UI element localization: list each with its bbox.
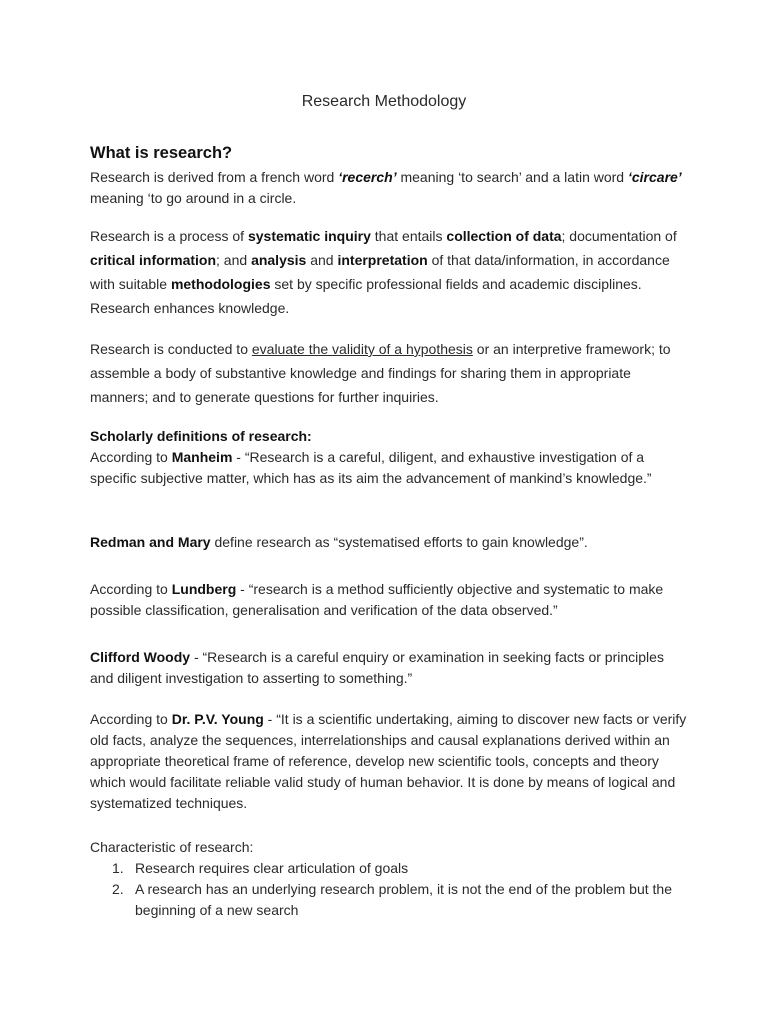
paragraph-definition: Research is a process of systematic inquiry that entails collection of data; documentation of critical information; and analysis and interpretation of that data/information, in accordance with suitable methodologies set by specific professional fields and academic disciplines. Research enhances knowledge. [90, 228, 677, 316]
underlined-phrase: evaluate the validity of a hypothesis [251, 341, 473, 357]
list-item: 2. A research has an underlying research problem, it is not the end of the problem but the beginning of a new search [112, 881, 672, 918]
characteristic-heading: Characteristic of research: [90, 839, 254, 855]
definition-manheim: According to Manheim - “Research is a careful, diligent, and exhaustive investigation of a specific subjective matter, which has as its aim the advancement of mankind’s knowledge.” [90, 449, 652, 486]
scholarly-definitions [90, 426, 690, 489]
scholarly-heading: Scholarly definitions of research: [90, 428, 312, 444]
paragraph-purpose: Research is conducted to evaluate the validity of a hypothesis or an interpretive framework; to assemble a body of substantive knowledge and findings for sharing them in appropriate manners; and to generate questions for further inquiries. [90, 341, 671, 405]
section-heading: What is research? [90, 144, 233, 162]
definition-lundberg: According to Lundberg - “research is a method sufficiently objective and systematic to make possible classification, generalisation and verification of the data observed.” [90, 581, 664, 618]
paragraph-etymology: Research is derived from a french word ‘recerch’ meaning ‘to search’ and a latin word ‘circare’ meaning ‘to go around in a circle. [90, 169, 682, 206]
characteristics-list [90, 858, 690, 921]
document-title: Research Methodology [301, 93, 467, 110]
definition-clifford-woody: Clifford Woody - “Research is a careful enquiry or examination in seeking facts or principles and diligent investigation to asserting to something.” [90, 649, 664, 686]
list-item: 1. Research requires clear articulation of goals [112, 860, 409, 876]
definition-pv-young: According to Dr. P.V. Young - “It is a scientific undertaking, aiming to discover new facts or verify old facts, analyze the sequences, interrelationships and causal explanations derived within an appropriate theoretical frame of reference, develop new scientific tools, concepts and theory which would facilitate reliable valid study of human behavior. It is done by means of logical and systematized techniques. [90, 711, 687, 811]
definition-redman-mary: Redman and Mary define research as “systematised efforts to gain knowledge”. [90, 534, 588, 550]
